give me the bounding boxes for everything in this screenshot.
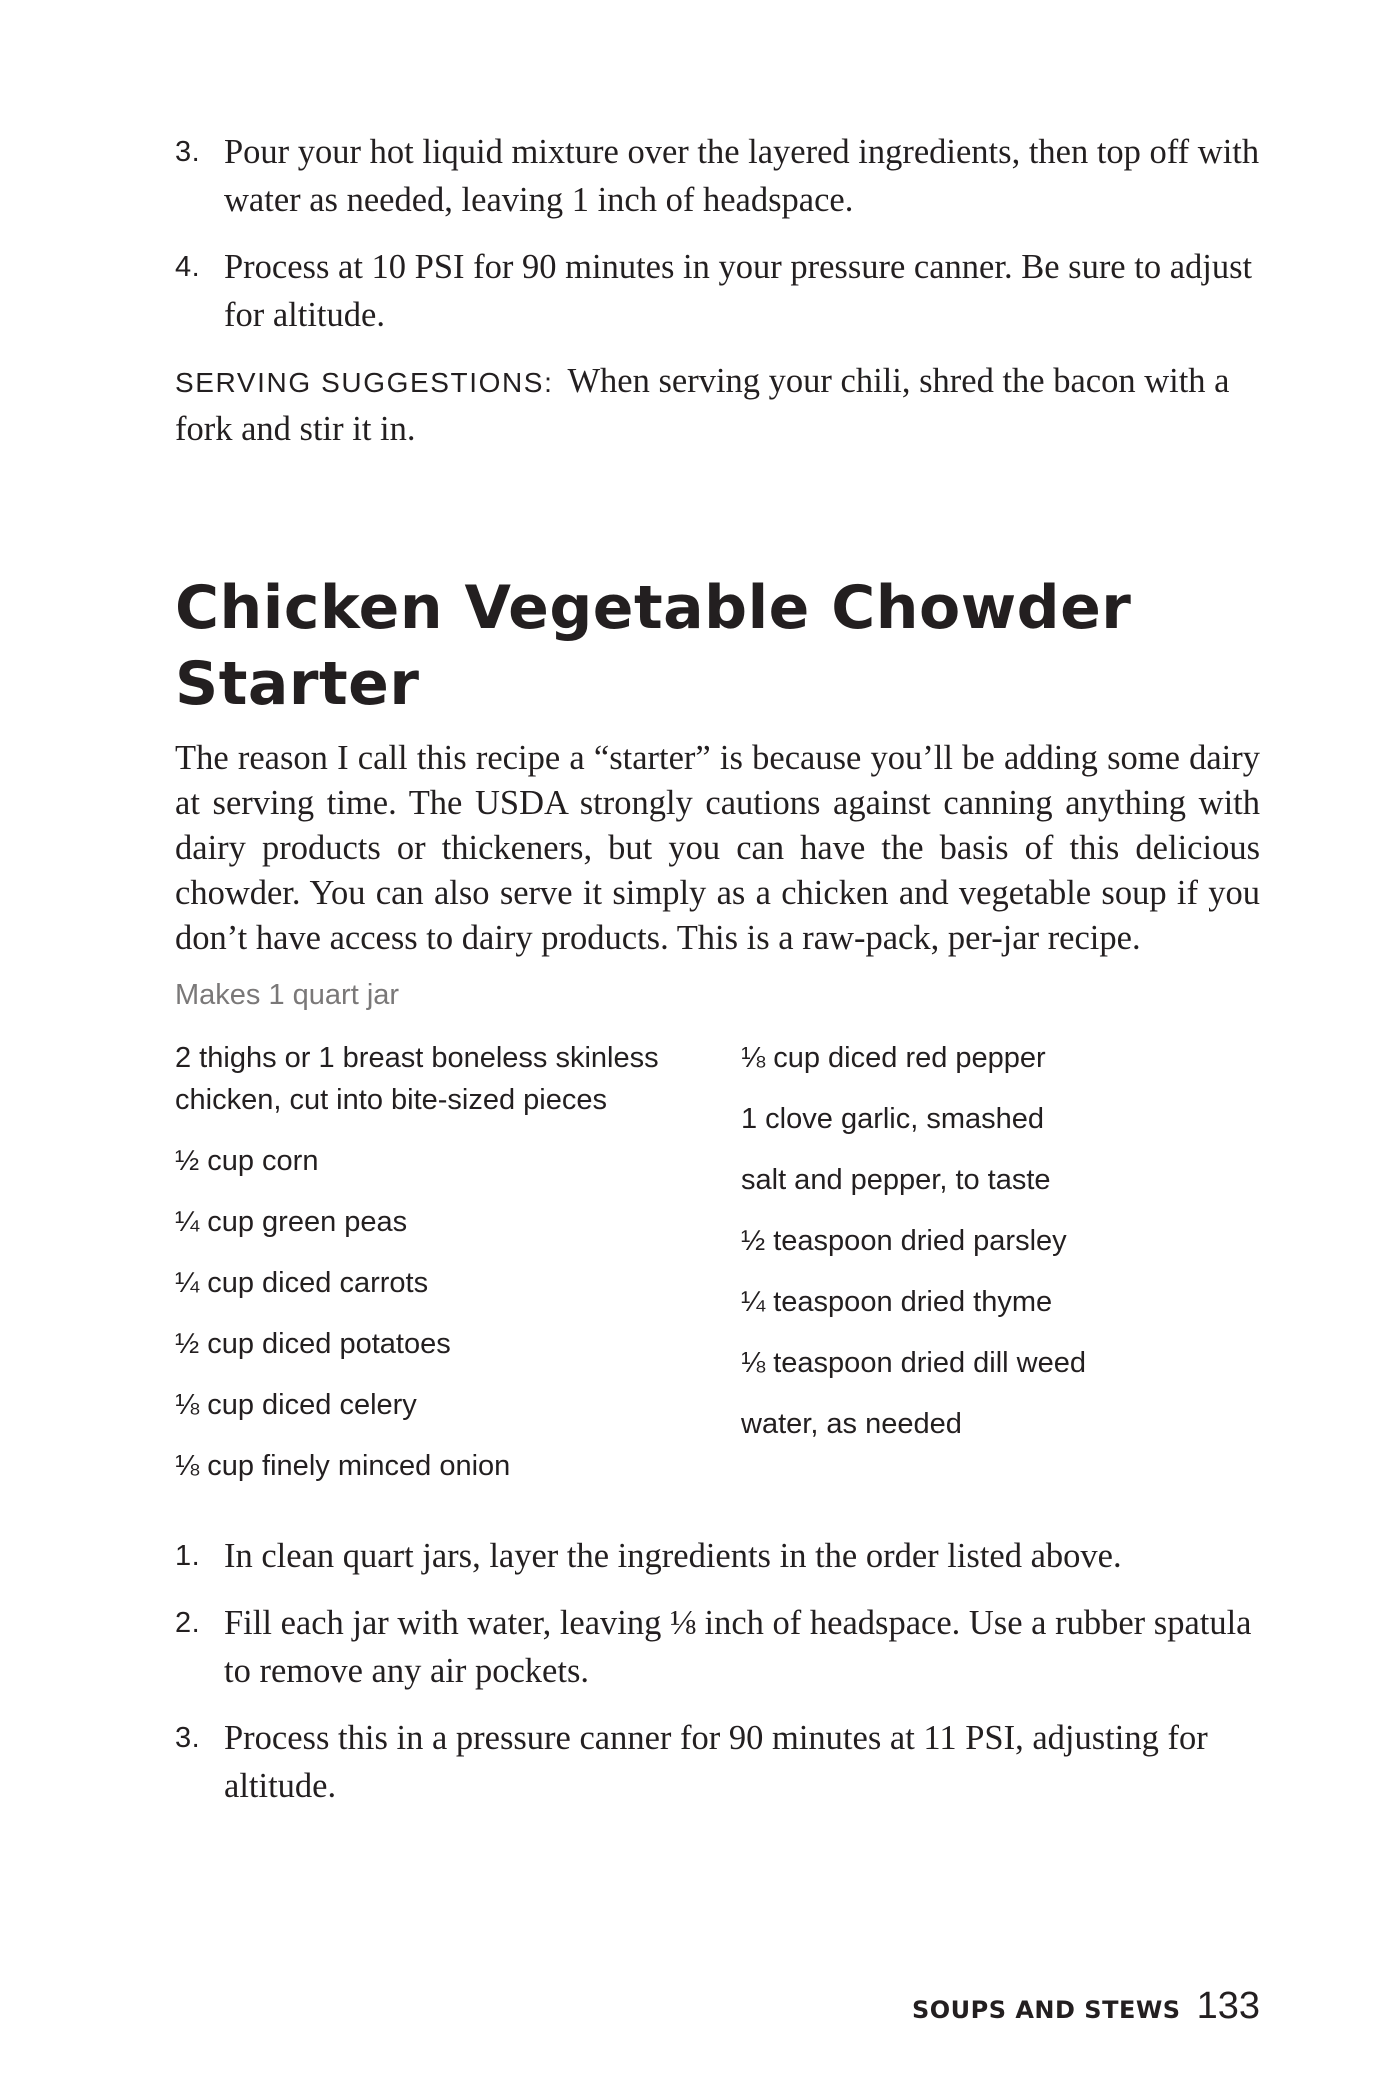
ingredient-item: ½ cup diced potatoes [175,1328,451,1360]
ingredient-item: ⅛ cup diced red pepper [741,1042,1046,1074]
step-text: In clean quart jars, layer the ingredients in the order listed above. [224,1537,1122,1575]
ingredient-item: ¼ cup green peas [175,1206,408,1238]
ingredient-item: 2 thighs or 1 breast boneless skinless chicken, cut into bite-sized pieces [175,1042,659,1116]
step-text: Fill each jar with water, leaving ⅛ inch of headspace. Use a rubber spatula to remove any air pockets. [224,1604,1252,1690]
step-text: Pour your hot liquid mixture over the layered ingredients, then top off with water as needed, leaving 1 inch of headspace. [224,133,1260,219]
serving-suggestions [175,358,1260,452]
serving-suggestions-text: When serving your chili, shred the bacon with a fork and stir it in. [175,362,1230,448]
ingredient-item: ⅛ cup finely minced onion [175,1450,511,1482]
ingredient-item: ¼ cup diced carrots [175,1267,429,1299]
book-page [175,128,1260,1829]
page-number: 133 [1196,1985,1260,2027]
step-number: 3. [175,1722,201,1754]
ingredients-column-left [175,1037,741,1506]
ingredient-item: ½ cup corn [175,1145,319,1177]
step-item [175,243,1260,339]
step-text: Process this in a pressure canner for 90 minutes at 11 PSI, adjusting for altitude. [224,1719,1208,1805]
recipe-intro: The reason I call this recipe a “starter” is because you’ll be adding some dairy at serving time. The USDA strongly cautions against canning anything with dairy products or thickeners, but you can have the basis of this delicious chowder. You can also serve it simply as a chicken and vegetable soup if you don’t have access to dairy products. This is a raw-pack, per-jar recipe. [175,739,1260,957]
recipe-title: Chicken Vegetable Chowder Starter [175,573,1132,719]
step-item [175,1599,1260,1695]
recipe-steps [175,1532,1260,1810]
ingredient-item: ⅛ cup diced celery [175,1389,417,1421]
step-item [175,1714,1260,1810]
ingredient-item: ⅛ teaspoon dried dill weed [741,1347,1087,1379]
previous-recipe-steps [175,128,1260,339]
step-item [175,1532,1260,1580]
ingredients-list [175,1037,1260,1506]
ingredient-item: 1 clove garlic, smashed [741,1103,1045,1135]
page-footer [912,1985,1260,2028]
step-number: 4. [175,251,201,283]
serving-suggestions-label: SERVING SUGGESTIONS: [175,367,554,398]
running-footer-section: SOUPS AND STEWS [911,1996,1181,2024]
step-number: 1. [175,1540,201,1572]
ingredients-column-right [741,1037,1260,1506]
ingredient-item: water, as needed [741,1408,962,1440]
step-number: 2. [175,1607,201,1639]
ingredient-item: ½ teaspoon dried parsley [741,1225,1067,1257]
step-text: Process at 10 PSI for 90 minutes in your pressure canner. Be sure to adjust for altitude. [224,248,1253,334]
step-number: 3. [175,136,201,168]
recipe-yield: Makes 1 quart jar [175,979,400,1011]
ingredient-item: salt and pepper, to taste [741,1164,1051,1196]
ingredient-item: ¼ teaspoon dried thyme [741,1286,1053,1318]
step-item [175,128,1260,224]
